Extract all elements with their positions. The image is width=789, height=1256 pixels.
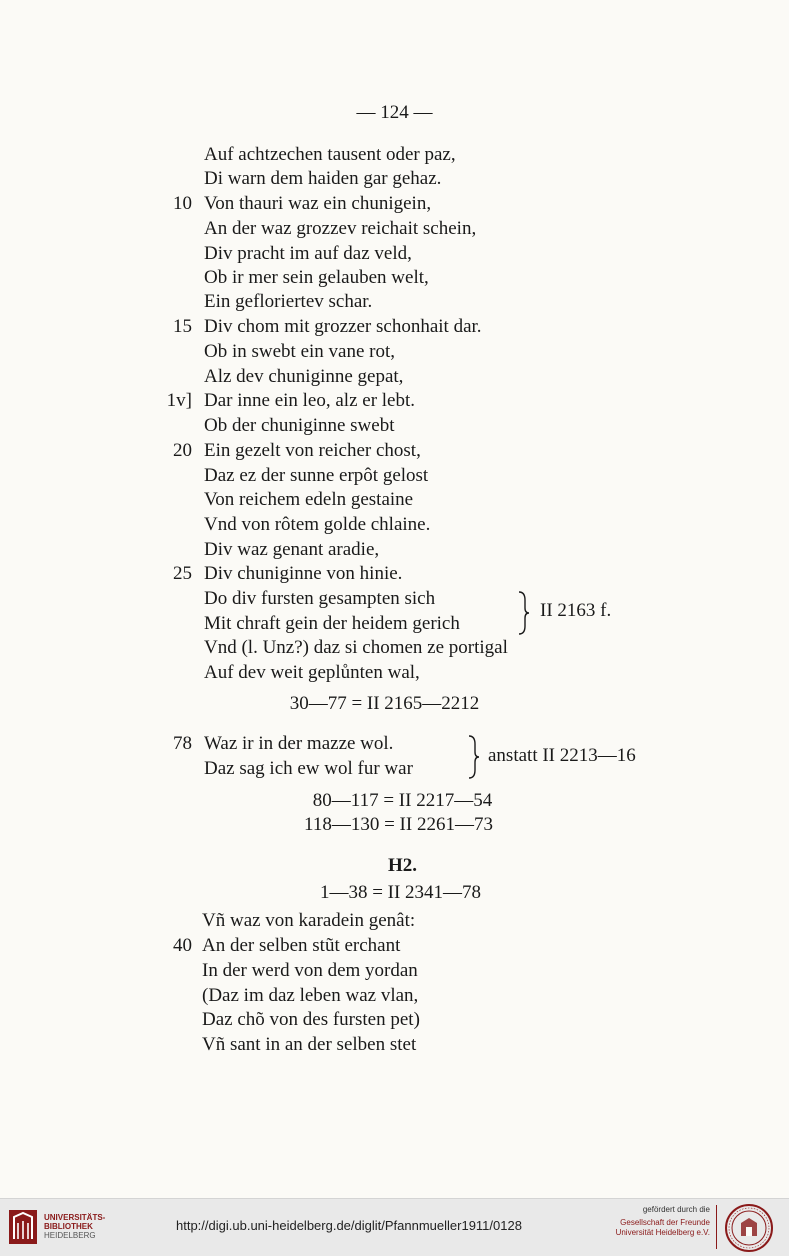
- verse-line: In der werd von dem yordan: [202, 960, 418, 981]
- brace-right: [516, 590, 530, 636]
- range-mapping: 118—130 = II 2261—73: [304, 814, 493, 835]
- library-name-line: UNIVERSITÄTS-: [44, 1213, 106, 1222]
- verse-line: Daz chõ von des fursten pet): [202, 1009, 420, 1030]
- verse-line: Vnd von rôtem golde chlaine.: [204, 514, 431, 535]
- library-logo-icon: [8, 1209, 38, 1245]
- sponsor-lead: gefördert durch die: [642, 1205, 710, 1214]
- verse-line: Do div fursten gesampten sich: [204, 588, 436, 609]
- verse-line: Daz sag ich ew wol fur war: [204, 758, 413, 779]
- cross-reference-note: II 2163 f.: [540, 600, 612, 621]
- verse-line: Von reichem edeln gestaine: [204, 489, 414, 510]
- verse-line: Div chom mit grozzer schonhait dar.: [204, 316, 482, 337]
- line-number: 15: [173, 316, 192, 337]
- library-name-line: BIBLIOTHEK: [44, 1222, 93, 1231]
- section-heading: H2.: [387, 855, 418, 876]
- verse-line: Vñ sant in an der selben stet: [202, 1034, 417, 1055]
- verse-line: Ob der chuniginne swebt: [204, 415, 395, 436]
- sponsor-line: Universität Heidelberg e.V.: [615, 1228, 710, 1237]
- verse-line: Div chuniginne von hinie.: [204, 563, 403, 584]
- line-number: 78: [173, 733, 192, 754]
- verse-line: Vñ waz von karadein genât:: [202, 910, 416, 931]
- viewer-footer: [0, 1198, 789, 1256]
- verse-line: An der waz grozzev reichait schein,: [204, 218, 477, 239]
- sponsor-line: Gesellschaft der Freunde: [620, 1218, 710, 1227]
- line-number: 20: [173, 440, 192, 461]
- verse-line: Ob in swebt ein vane rot,: [204, 341, 396, 362]
- line-number: 40: [173, 935, 192, 956]
- verse-line: Vnd (l. Unz?) daz si chomen ze portigal: [204, 637, 508, 658]
- cross-reference-note: anstatt II 2213—16: [488, 745, 636, 766]
- range-mapping: 80—117 = II 2217—54: [312, 790, 493, 811]
- line-number: 1v]: [166, 390, 192, 411]
- verse-line: Ein gefloriertev schar.: [204, 291, 373, 312]
- verse-line: An der selben stũt erchant: [202, 935, 401, 956]
- line-number: 25: [173, 563, 192, 584]
- verse-line: (Daz im daz leben waz vlan,: [202, 985, 419, 1006]
- verse-line: Daz ez der sunne erpôt gelost: [204, 465, 429, 486]
- line-number: 10: [173, 193, 192, 214]
- permalink-url[interactable]: http://digi.ub.uni-heidelberg.de/diglit/Pfannmueller1911/0128: [176, 1218, 522, 1233]
- verse-line: Waz ir in der mazze wol.: [204, 733, 394, 754]
- sponsor-text: [606, 1205, 710, 1238]
- verse-line: Ein gezelt von reicher chost,: [204, 440, 421, 461]
- verse-line: Auf dev weit geplůnten wal,: [204, 662, 420, 683]
- brace-right: [466, 734, 480, 780]
- verse-line: Div pracht im auf daz veld,: [204, 243, 412, 264]
- verse-line: Mit chraft gein der heidem gerich: [204, 613, 460, 634]
- footer-divider: [716, 1205, 717, 1249]
- verse-line: Alz dev chuniginne gepat,: [204, 366, 404, 387]
- range-mapping: 1—38 = II 2341—78: [319, 882, 482, 903]
- verse-line: Ob ir mer sein gelauben welt,: [204, 267, 429, 288]
- verse-line: Von thauri waz ein chunigein,: [204, 193, 432, 214]
- page-number-header: — 124 —: [356, 102, 433, 123]
- library-name-line: HEIDELBERG: [44, 1231, 96, 1240]
- range-mapping: 30—77 = II 2165—2212: [289, 693, 480, 714]
- verse-line: Auf achtzechen tausent oder paz,: [204, 144, 456, 165]
- verse-line: Div waz genant aradie,: [204, 539, 380, 560]
- university-seal-icon: [724, 1203, 774, 1253]
- library-name: [44, 1213, 105, 1240]
- verse-line: Dar inne ein leo, alz er lebt.: [204, 390, 416, 411]
- verse-line: Di warn dem haiden gar gehaz.: [204, 168, 442, 189]
